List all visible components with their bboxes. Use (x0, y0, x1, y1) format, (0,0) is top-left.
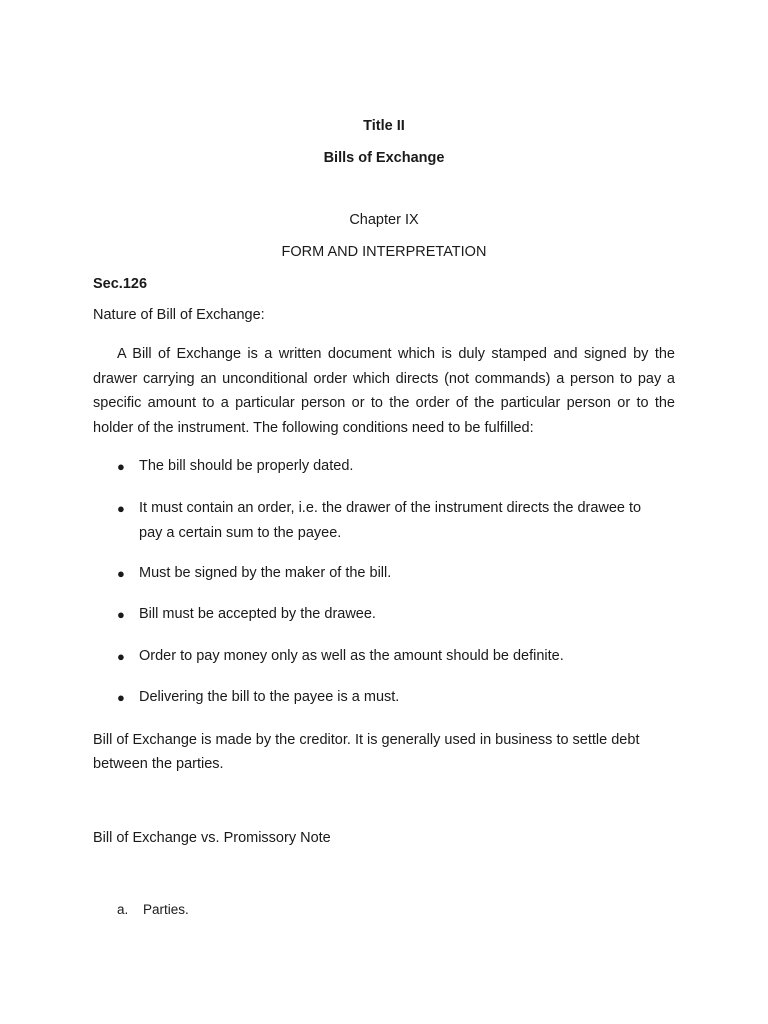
title: Title II (363, 118, 405, 134)
bullet-icon: ● (117, 501, 125, 516)
condition-item: It must contain an order, i.e. the drawer of the instrument directs the drawee to pay a certain sum to the payee. (139, 500, 642, 541)
intro-paragraph: A Bill of Exchange is a written document which is duly stamped and signed by the drawer carrying an unconditional order which directs (not commands) a person to pay a specific amount to a particular person or to the order of the particular person or to the holder of the instrument. The following conditions need to be fulfilled: (93, 346, 675, 436)
bullet-icon: ● (117, 649, 125, 664)
chapter-label: Chapter IX (349, 212, 419, 228)
list-item-parties: Parties. (143, 902, 189, 917)
bullet-icon: ● (117, 459, 125, 474)
bullet-icon: ● (117, 566, 125, 581)
condition-item: Must be signed by the maker of the bill. (139, 565, 392, 581)
section-subheading: Nature of Bill of Exchange: (93, 307, 265, 323)
list-marker: a. (117, 902, 129, 917)
section-number: Sec.126 (93, 276, 148, 292)
condition-item: Order to pay money only as well as the amount should be definite. (139, 648, 564, 664)
chapter-heading: FORM AND INTERPRETATION (281, 244, 487, 260)
condition-item: The bill should be properly dated. (139, 458, 354, 474)
subtitle: Bills of Exchange (323, 150, 445, 166)
bullet-icon: ● (117, 607, 125, 622)
condition-item: Delivering the bill to the payee is a must. (139, 689, 400, 705)
closing-paragraph: Bill of Exchange is made by the creditor. It is generally used in business to settle debt between the parties. (93, 732, 640, 772)
bullet-icon: ● (117, 690, 125, 705)
condition-item: Bill must be accepted by the drawee. (139, 606, 376, 622)
comparison-heading: Bill of Exchange vs. Promissory Note (93, 830, 331, 846)
